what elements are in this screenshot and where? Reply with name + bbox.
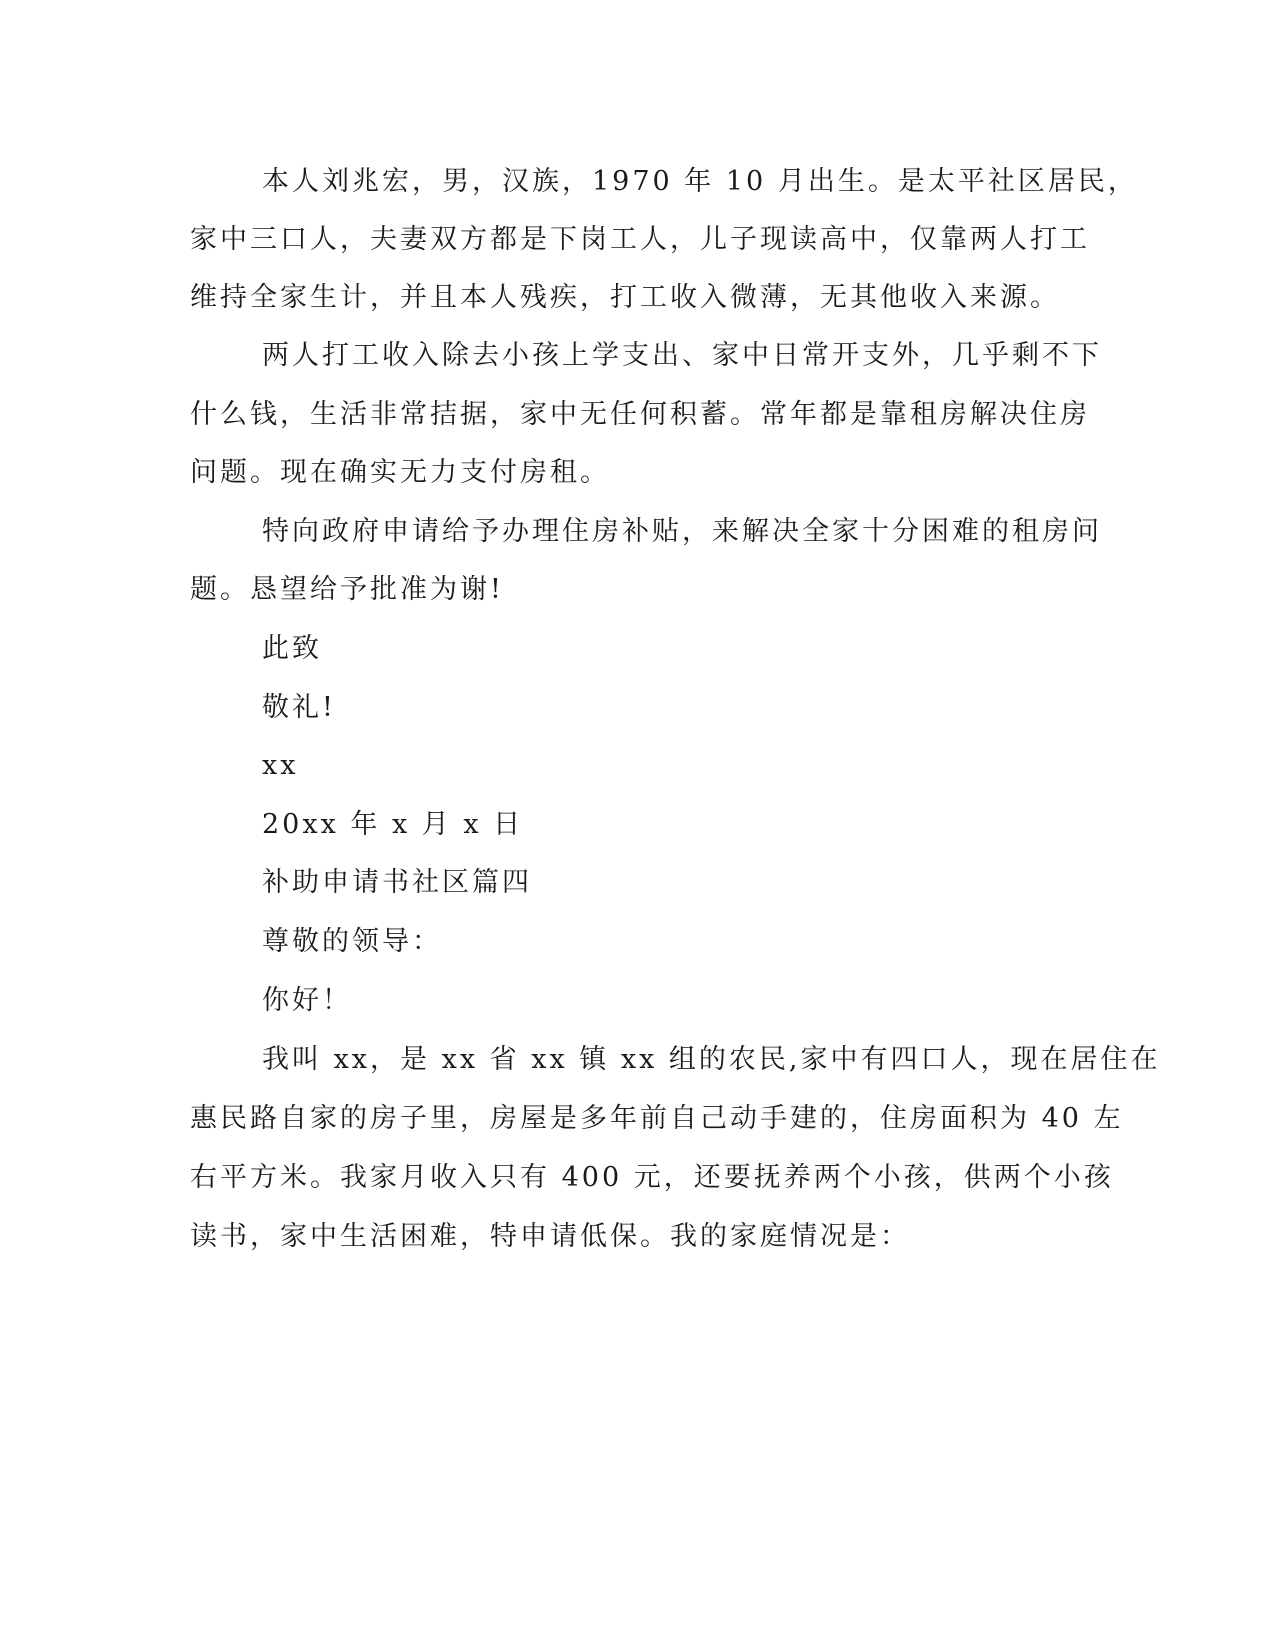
body-text-line: 读书，家中生活困难，特申请低保。我的家庭情况是： [190,1221,910,1252]
body-text-line: 家中三口人，夫妻双方都是下岗工人，儿子现读高中，仅靠两人打工 [190,224,1090,255]
body-text-line: 特向政府申请给予办理住房补贴，来解决全家十分困难的租房问 [262,516,1102,547]
body-text-line: 两人打工收入除去小孩上学支出、家中日常开支外，几乎剩不下 [262,340,1102,371]
body-text-line: 什么钱，生活非常拮据，家中无任何积蓄。常年都是靠租房解决住房 [190,399,1090,430]
signature-name: xx [262,750,299,781]
body-text-line: 维持全家生计，并且本人残疾，打工收入微薄，无其他收入来源。 [190,282,1060,313]
body-text-line: 题。恳望给予批准为谢! [190,574,504,605]
body-text-line: 我叫 xx，是 xx 省 xx 镇 xx 组的农民,家中有四口人，现在居住在 [262,1044,1161,1075]
closing-regards: 敬礼! [262,692,336,723]
closing-salutation: 此致 [262,633,322,664]
section-title: 补助申请书社区篇四 [262,867,532,898]
greeting-recipient: 尊敬的领导： [262,926,442,957]
signature-date: 20xx 年 x 月 x 日 [262,809,524,840]
body-text-line: 惠民路自家的房子里，房屋是多年前自己动手建的，住房面积为 40 左 [190,1103,1124,1134]
greeting-hello: 你好！ [262,985,352,1016]
body-text-line: 本人刘兆宏，男，汉族，1970 年 10 月出生。是太平社区居民， [262,166,1138,197]
body-text-line: 问题。现在确实无力支付房租。 [190,457,610,488]
body-text-line: 右平方米。我家月收入只有 400 元，还要抚养两个小孩，供两个小孩 [190,1162,1114,1193]
